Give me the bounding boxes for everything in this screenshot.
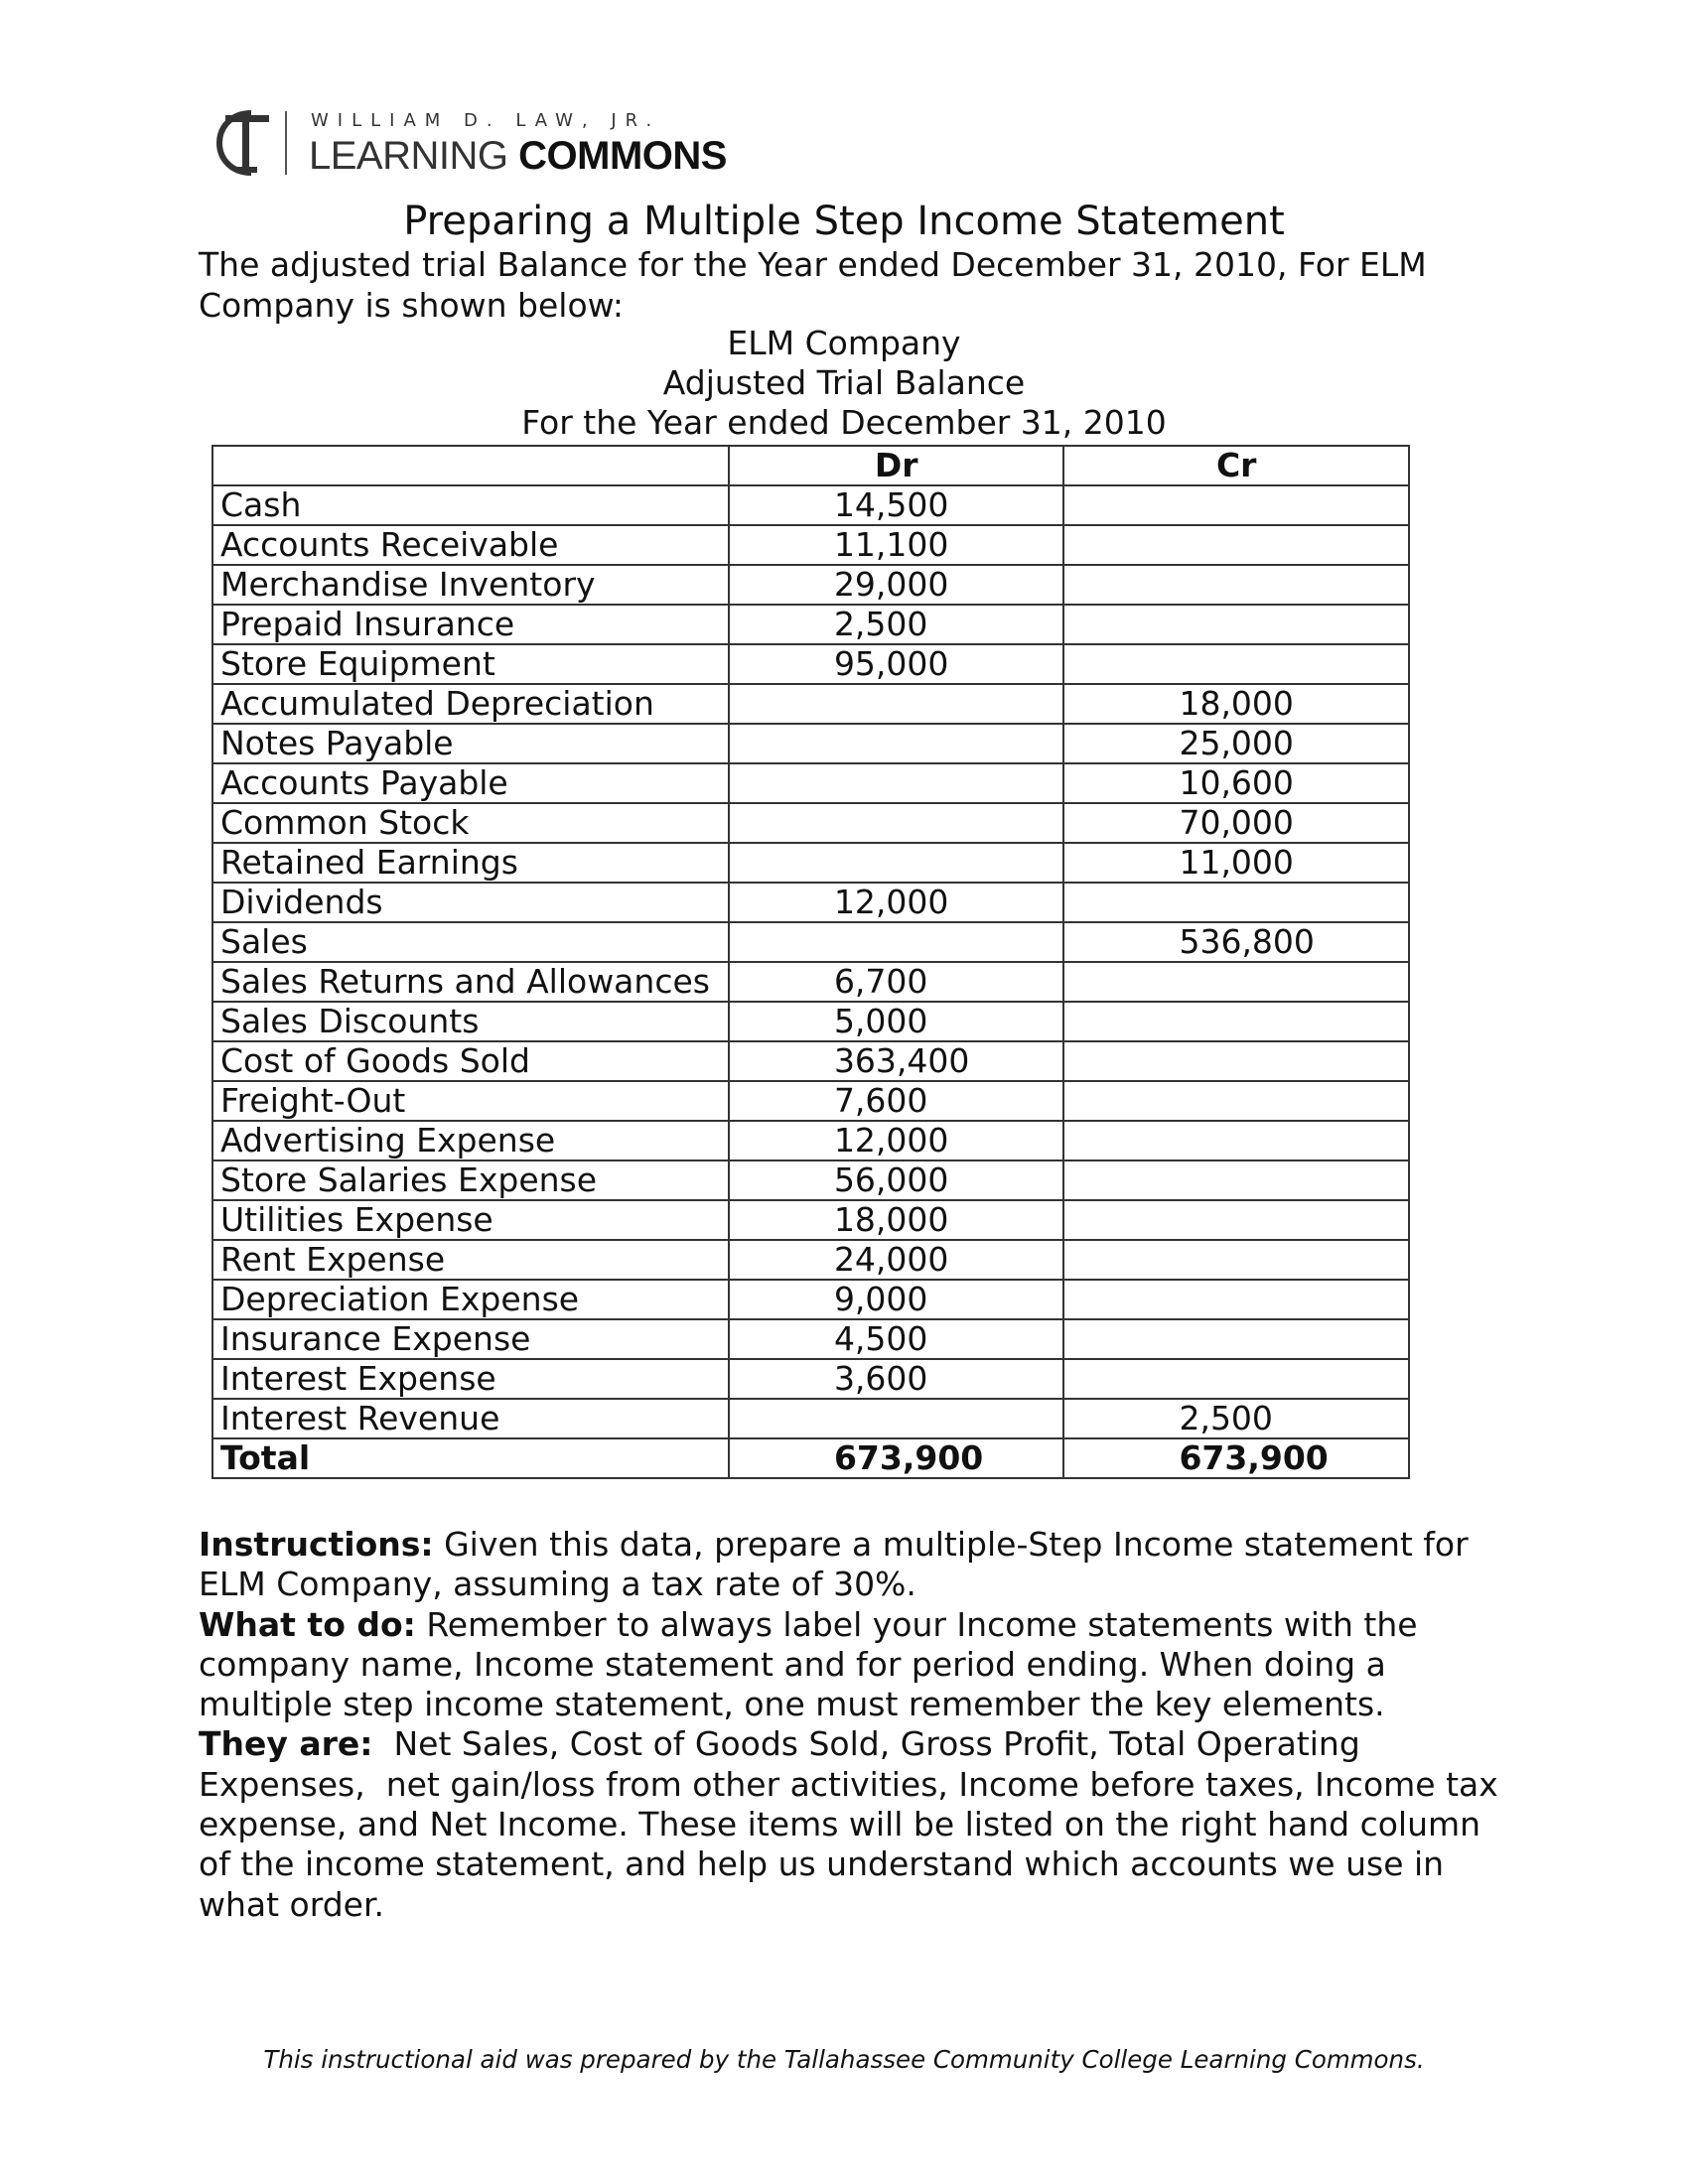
dr-cell: 5,000: [729, 1002, 1064, 1041]
table-row: [212, 962, 1409, 1002]
table-row: [212, 485, 1409, 525]
intro-text: The adjusted trial Balance for the Year ended December 31, 2010, For ELM Company is shown below:: [199, 245, 1427, 325]
footer-note: This instructional aid was prepared by the Tallahassee Community College Learning Commons.: [263, 2045, 1425, 2074]
table-row: [212, 1041, 1409, 1081]
cr-cell: [1063, 565, 1409, 605]
cr-cell: [1063, 605, 1409, 644]
cr-cell: 11,000: [1063, 843, 1409, 883]
what-to-do-text: Remember to always label your Income statements with the company name, Income statement and for period ending. When doing a multiple step income statement, one must remember the key elements.: [199, 1604, 1418, 1724]
dr-cell: 24,000: [729, 1240, 1064, 1280]
dr-cell: 7,600: [729, 1081, 1064, 1121]
cr-cell: [1063, 485, 1409, 525]
table-row: [212, 525, 1409, 565]
account-cell: Freight-Out: [212, 1081, 729, 1121]
cr-cell: 18,000: [1063, 684, 1409, 724]
dr-cell: [729, 684, 1064, 724]
table-row: [212, 565, 1409, 605]
dr-cell: [729, 843, 1064, 883]
account-cell: Retained Earnings: [212, 843, 729, 883]
dr-cell: 12,000: [729, 1121, 1064, 1160]
dr-cell: [729, 724, 1064, 763]
cr-cell: [1063, 1041, 1409, 1081]
dr-cell: 4,500: [729, 1319, 1064, 1359]
what-to-do-label: What to do:: [199, 1604, 416, 1644]
table-row: [212, 922, 1409, 962]
cr-cell: 10,600: [1063, 763, 1409, 803]
report-period: For the Year ended December 31, 2010: [521, 403, 1167, 442]
dr-cell: 95,000: [729, 644, 1064, 684]
total-dr: 673,900: [729, 1438, 1064, 1478]
cr-cell: 70,000: [1063, 803, 1409, 843]
logo-bottom-line: [309, 134, 727, 179]
account-cell: Interest Revenue: [212, 1399, 729, 1438]
they-are-text: Net Sales, Cost of Goods Sold, Gross Profit, Total Operating Expenses, net gain/loss from other activities, Income before taxes, Income tax expense, and Net Income. These items will be listed on the right hand column of the income statement, and help us understand which accounts we use in what order.: [199, 1724, 1509, 1924]
account-cell: Accounts Payable: [212, 763, 729, 803]
table-row: [212, 883, 1409, 922]
total-label: Total: [212, 1438, 729, 1478]
cr-cell: [1063, 1121, 1409, 1160]
cr-cell: [1063, 1200, 1409, 1240]
logo-top-line: WILLIAM D. LAW, JR.: [311, 110, 661, 131]
dr-cell: 11,100: [729, 525, 1064, 565]
dr-cell: 363,400: [729, 1041, 1064, 1081]
report-name: Adjusted Trial Balance: [662, 363, 1026, 402]
table-row: [212, 843, 1409, 883]
logo-divider: [285, 111, 287, 175]
account-cell: Cost of Goods Sold: [212, 1041, 729, 1081]
dr-cell: [729, 803, 1064, 843]
dr-cell: [729, 1399, 1064, 1438]
dr-cell: 3,600: [729, 1359, 1064, 1399]
dr-cell: 6,700: [729, 962, 1064, 1002]
account-cell: Accounts Receivable: [212, 525, 729, 565]
total-row: [212, 1438, 1409, 1478]
account-cell: Accumulated Depreciation: [212, 684, 729, 724]
account-cell: Sales Returns and Allowances: [212, 962, 729, 1002]
account-cell: Common Stock: [212, 803, 729, 843]
logo-commons: COMMONS: [518, 134, 727, 178]
company-name: ELM Company: [727, 324, 961, 362]
cr-cell: [1063, 1002, 1409, 1041]
account-cell: Dividends: [212, 883, 729, 922]
table-row: [212, 763, 1409, 803]
account-cell: Notes Payable: [212, 724, 729, 763]
dr-cell: 29,000: [729, 565, 1064, 605]
instructions-label: Instructions:: [199, 1525, 434, 1564]
they-are-label: They are:: [199, 1724, 373, 1764]
header-account: [212, 446, 729, 485]
cr-cell: [1063, 644, 1409, 684]
table-row: [212, 1121, 1409, 1160]
table-row: [212, 1280, 1409, 1319]
account-cell: Advertising Expense: [212, 1121, 729, 1160]
table-row: [212, 724, 1409, 763]
table-header-row: [212, 446, 1409, 485]
table-row: [212, 644, 1409, 684]
dr-cell: 9,000: [729, 1280, 1064, 1319]
table-row: [212, 1399, 1409, 1438]
account-cell: Sales: [212, 922, 729, 962]
table-row: [212, 684, 1409, 724]
cr-cell: [1063, 1319, 1409, 1359]
table-row: [212, 1200, 1409, 1240]
table-row: [212, 1319, 1409, 1359]
account-cell: Sales Discounts: [212, 1002, 729, 1041]
cr-cell: [1063, 1359, 1409, 1399]
dr-cell: [729, 763, 1064, 803]
account-cell: Utilities Expense: [212, 1200, 729, 1240]
dr-cell: 14,500: [729, 485, 1064, 525]
account-cell: Insurance Expense: [212, 1319, 729, 1359]
cr-cell: 2,500: [1063, 1399, 1409, 1438]
cr-cell: [1063, 883, 1409, 922]
cr-cell: 536,800: [1063, 922, 1409, 962]
cr-cell: [1063, 1160, 1409, 1200]
total-cr: 673,900: [1063, 1438, 1409, 1478]
account-cell: Merchandise Inventory: [212, 565, 729, 605]
header-dr: Dr: [729, 446, 1064, 485]
table-row: [212, 1160, 1409, 1200]
account-cell: Store Equipment: [212, 644, 729, 684]
cr-cell: [1063, 1280, 1409, 1319]
table-row: [212, 605, 1409, 644]
table-body: [212, 485, 1409, 1478]
dr-cell: [729, 922, 1064, 962]
table-row: [212, 803, 1409, 843]
account-cell: Cash: [212, 485, 729, 525]
header-cr: Cr: [1063, 446, 1409, 485]
dr-cell: 18,000: [729, 1200, 1064, 1240]
cr-cell: [1063, 525, 1409, 565]
page-title: Preparing a Multiple Step Income Statement: [403, 199, 1285, 244]
table-row: [212, 1240, 1409, 1280]
logo-learning: LEARNING: [309, 134, 508, 178]
account-cell: Interest Expense: [212, 1359, 729, 1399]
account-cell: Depreciation Expense: [212, 1280, 729, 1319]
cr-cell: 25,000: [1063, 724, 1409, 763]
account-cell: Prepaid Insurance: [212, 605, 729, 644]
instructions-text: Given this data, prepare a multiple-Step Income statement for ELM Company, assuming a tax rate of 30%.: [199, 1525, 1469, 1604]
account-cell: Rent Expense: [212, 1240, 729, 1280]
table-row: [212, 1359, 1409, 1399]
instructions-block: [199, 1525, 1509, 1925]
tcc-logo-icon: [211, 107, 275, 179]
table-row: [212, 1002, 1409, 1041]
dr-cell: 56,000: [729, 1160, 1064, 1200]
cr-cell: [1063, 1081, 1409, 1121]
dr-cell: 2,500: [729, 605, 1064, 644]
cr-cell: [1063, 962, 1409, 1002]
trial-balance-table: [211, 445, 1410, 1479]
dr-cell: 12,000: [729, 883, 1064, 922]
cr-cell: [1063, 1240, 1409, 1280]
table-row: [212, 1081, 1409, 1121]
account-cell: Store Salaries Expense: [212, 1160, 729, 1200]
